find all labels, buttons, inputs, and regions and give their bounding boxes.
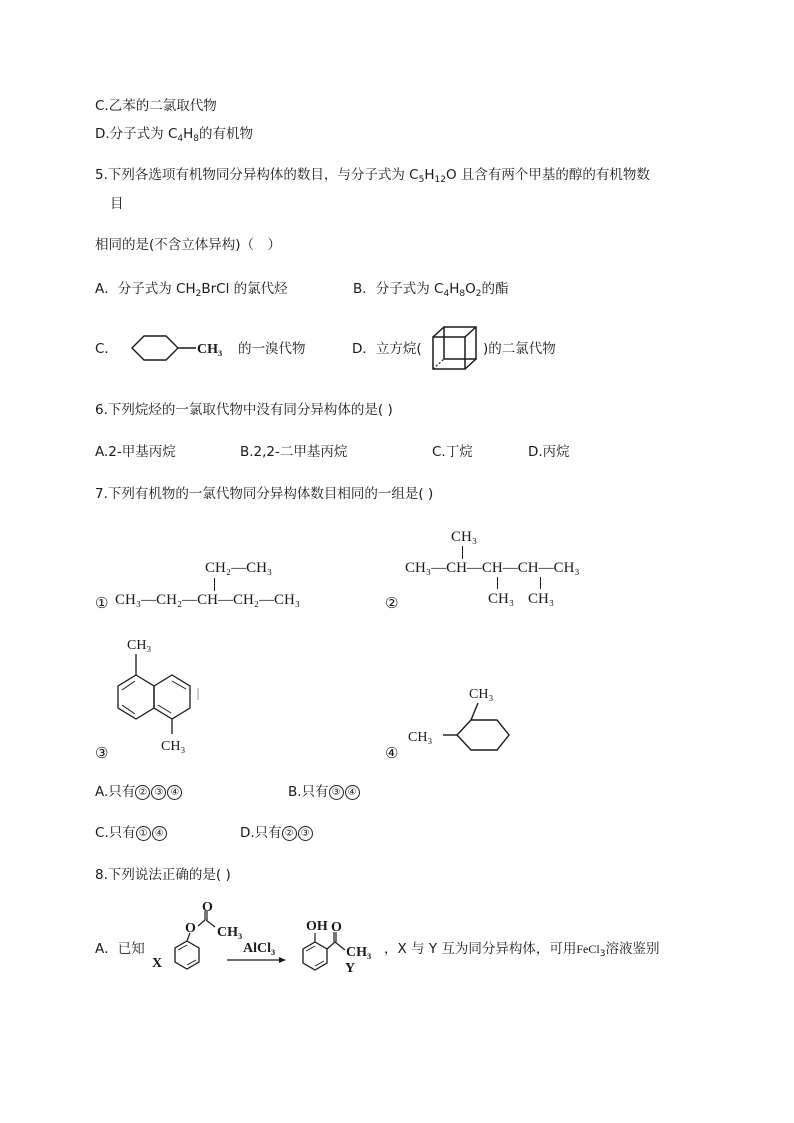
- y-carbonyl-o: O: [331, 920, 342, 935]
- q7-number-3: ③: [95, 744, 109, 762]
- s2-bond-b1: [497, 577, 498, 589]
- s2-bond-b2: [540, 577, 541, 589]
- q5-option-c-text: 的一溴代物: [238, 341, 306, 357]
- q5-option-d-post: )的二氯代物: [483, 341, 556, 357]
- q5-option-b: B．分子式为 $C_4H_8O_2$的酯: [353, 281, 509, 299]
- q7-option-a: A.只有 ② ③ ④: [95, 783, 183, 801]
- s2-main-chain: CH₃—CH—CH—CH—CH₃: [405, 560, 580, 576]
- s2-bond-top: [462, 546, 463, 559]
- q7-option-d: D.只有 ② ③: [240, 824, 314, 842]
- methyl-label: CH₃: [197, 342, 223, 357]
- x-methyl: CH₃: [217, 925, 243, 940]
- q7-option-b: B.只有 ③ ④: [288, 783, 361, 801]
- q5-stem-line2: 相同的是(不含立体异构)（ ）: [95, 237, 282, 253]
- q5-option-c-label: C．: [95, 341, 118, 357]
- reaction-scheme: [145, 900, 385, 985]
- cubane-structure: [430, 324, 482, 374]
- q4-option-d: D.分子式为 $C_4H_8$的有机物: [95, 126, 254, 144]
- q5-option-d-pre: D．立方烷(: [352, 341, 422, 357]
- q7-option-c: C.只有 ① ④: [95, 824, 168, 842]
- dimethylcyclohexane-structure: [405, 680, 525, 760]
- q5-stem-line1: 5.下列各选项有机物同分异构体的数目，与分子式为 $C_5H_{12}O$ 且含有两个甲基的醇的有机物数: [95, 167, 650, 185]
- y-oh: OH: [306, 919, 328, 934]
- y-methyl: CH₃: [346, 945, 372, 960]
- s2-top-methyl: CH₃: [451, 529, 478, 545]
- q4-option-c: C.乙苯的二氯取代物: [95, 98, 217, 114]
- dimethylnaphthalene-structure: [100, 630, 210, 754]
- q7-number-2: ②: [385, 594, 399, 612]
- s1-main-chain: CH₃—CH₂—CH—CH₂—CH₃: [115, 592, 301, 608]
- s4-methyl-top: CH₃: [469, 687, 494, 702]
- catalyst-label: AlCl₃: [243, 941, 276, 956]
- q6-option-d: D.丙烷: [528, 444, 570, 460]
- s3-methyl-top: CH₃: [127, 638, 152, 653]
- q5-option-a: A．分子式为 $CH_2BrCl$ 的氯代烃: [95, 281, 288, 299]
- q7-number-4: ④: [385, 744, 399, 762]
- methylcyclohexane-structure: [120, 328, 240, 368]
- s4-methyl-left: CH₃: [408, 730, 433, 745]
- q5-stem-wrap: 目: [110, 196, 124, 212]
- q7-number-1: ①: [95, 594, 109, 612]
- q6-option-c: C.丁烷: [432, 444, 473, 460]
- s2-branch-1: CH₃: [488, 591, 515, 607]
- q6-stem: 6.下列烷烃的一氯取代物中没有同分异构体的是( ): [95, 402, 393, 418]
- s1-branch: CH₂—CH₃: [205, 560, 273, 576]
- q8-stem: 8.下列说法正确的是( ): [95, 867, 231, 883]
- q6-option-b: B.2,2-二甲基丙烷: [240, 444, 348, 460]
- q8-option-a-pre: A．已知: [95, 941, 145, 957]
- q6-option-a: A.2-甲基丙烷: [95, 444, 176, 460]
- x-carbonyl-o: O: [202, 900, 213, 915]
- s2-branch-2: CH₃: [528, 591, 555, 607]
- q7-stem: 7.下列有机物的一氯代物同分异构体数目相同的一组是( ): [95, 486, 434, 502]
- s1-bond: [214, 578, 215, 591]
- s3-methyl-bottom: CH₃: [161, 739, 186, 754]
- q8-option-a-text: ，X 与 Y 互为同分异构体，可用FeCl$_3$溶液鉴别: [384, 941, 660, 959]
- x-label: X: [152, 956, 163, 971]
- y-label: Y: [345, 961, 356, 976]
- x-ester-o: O: [185, 921, 196, 936]
